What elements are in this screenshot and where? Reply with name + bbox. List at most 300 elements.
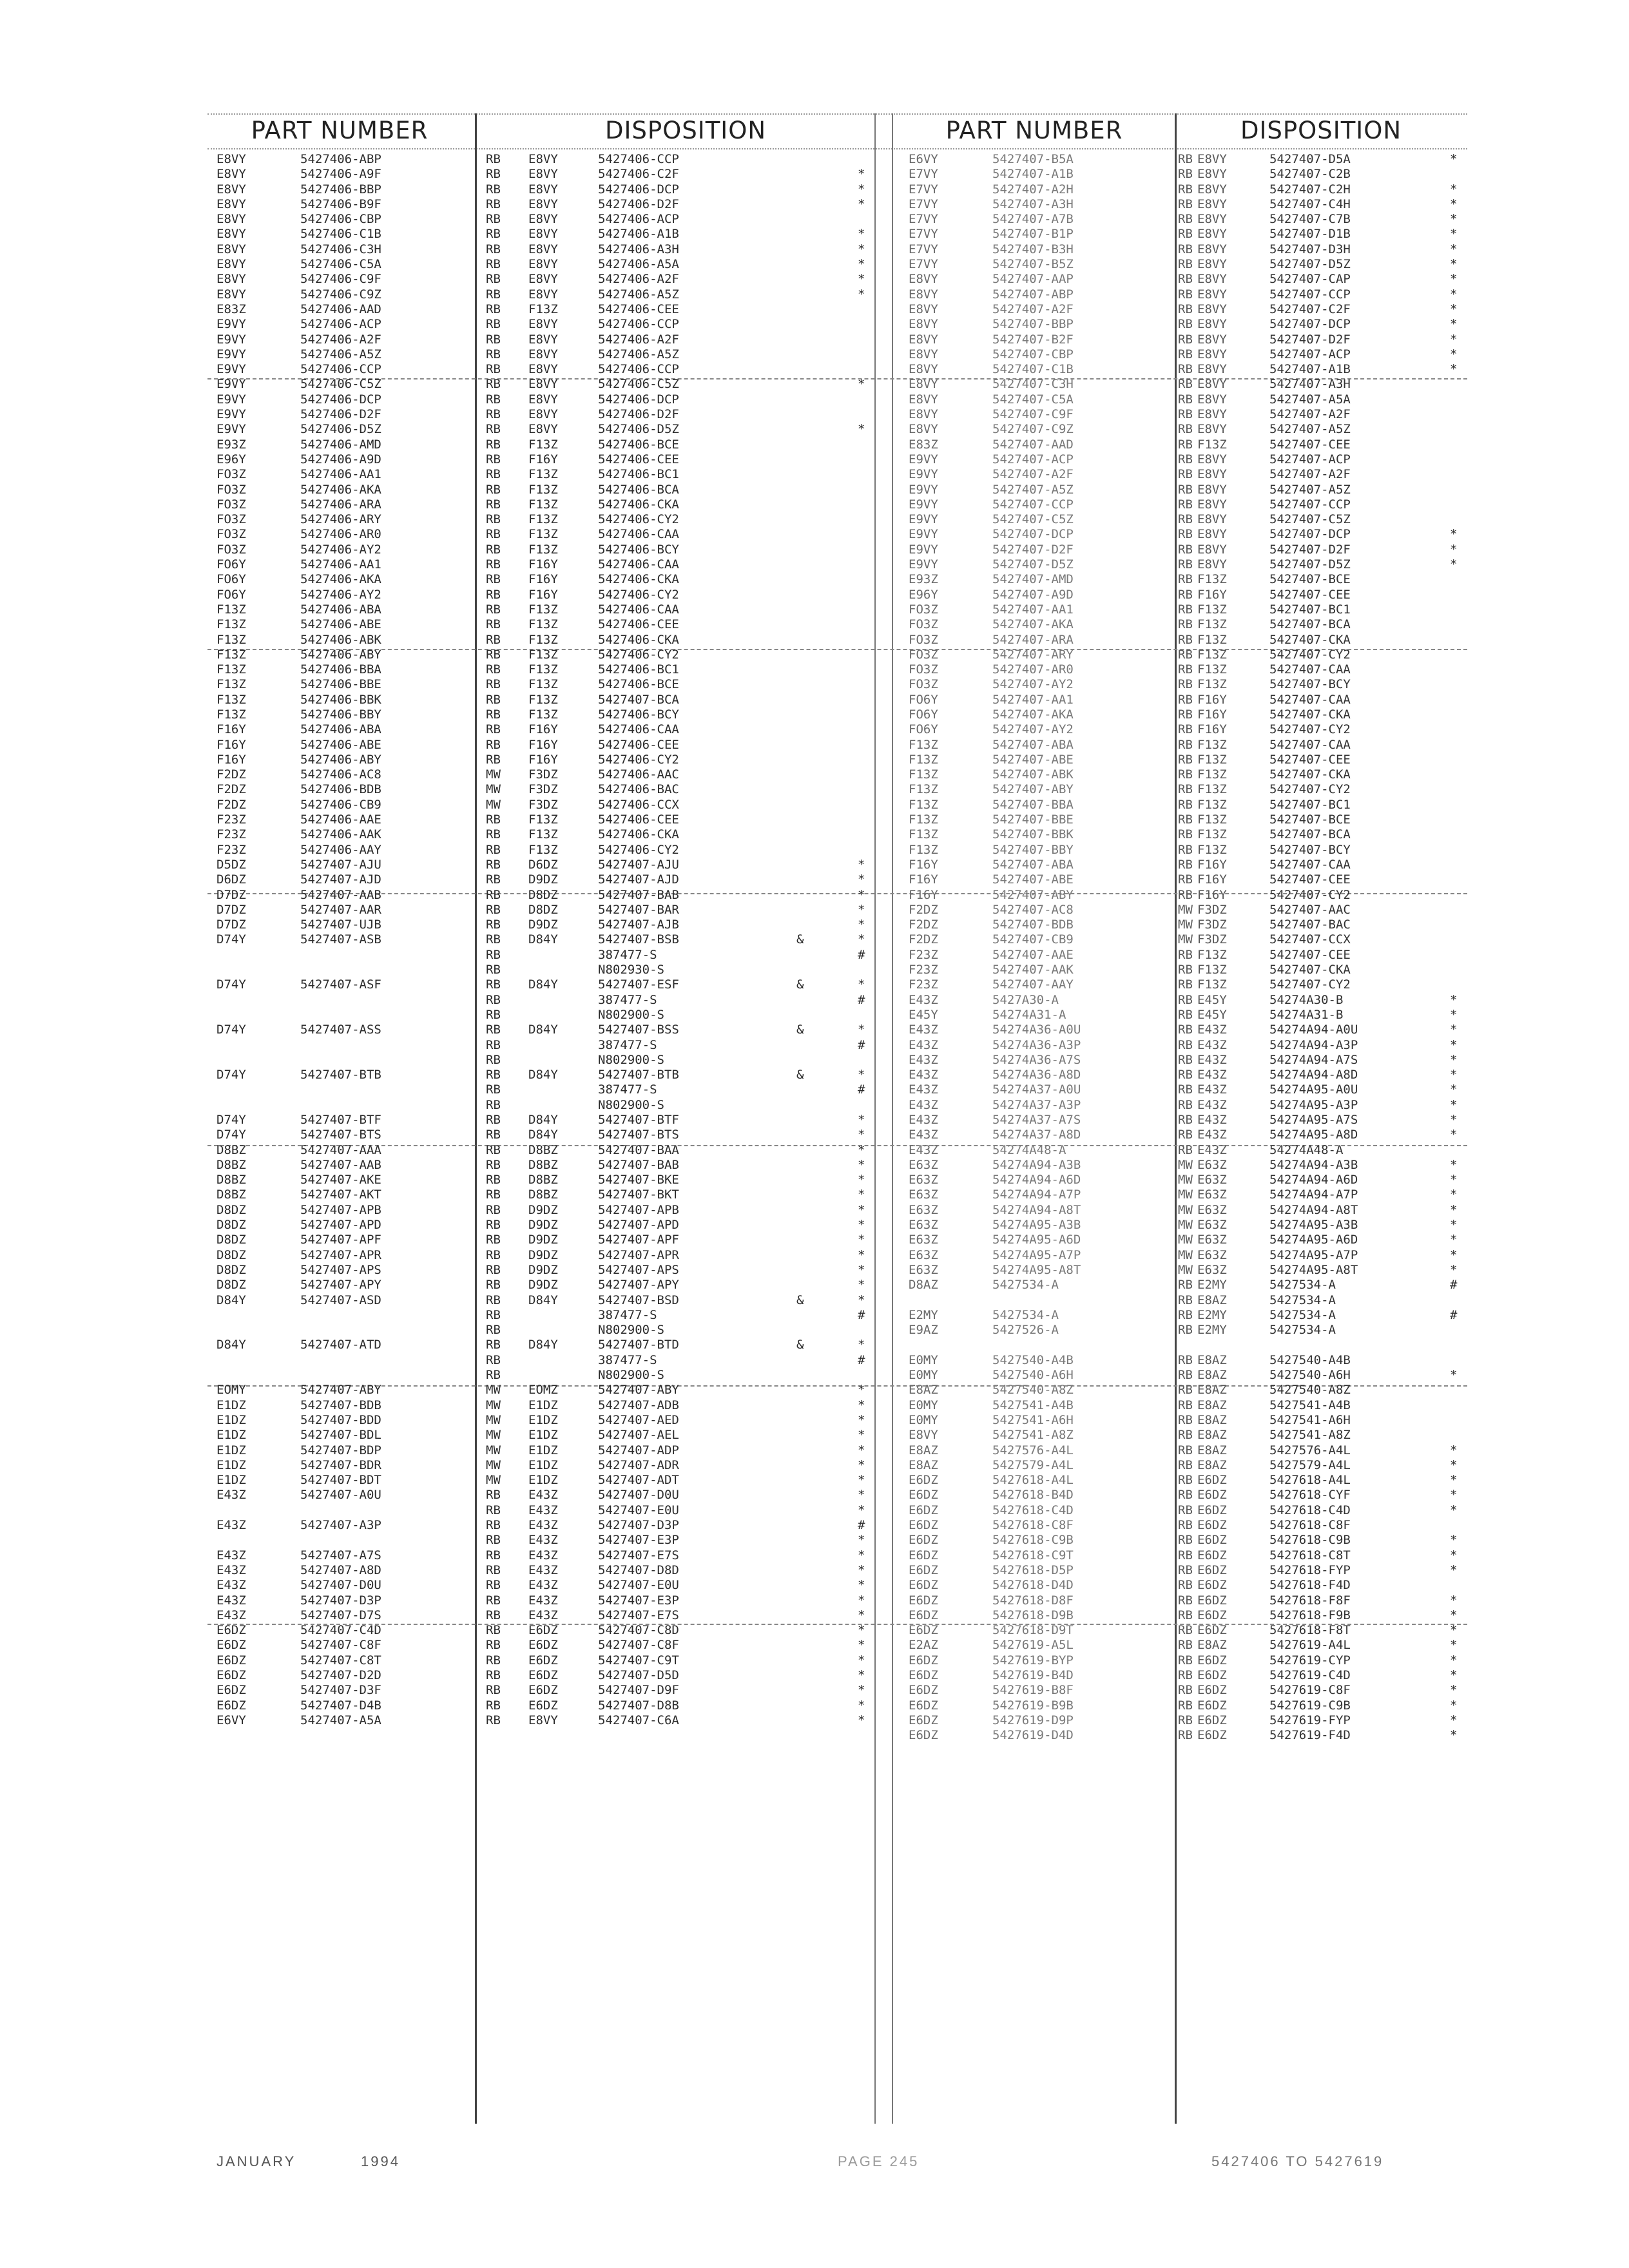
replacement-part: 5427407-ACP bbox=[1269, 452, 1351, 466]
dash-number: E93Z bbox=[217, 437, 246, 452]
table-row bbox=[217, 437, 977, 452]
replacement-part: 5427406-C5Z bbox=[598, 377, 679, 392]
part-number: 5427618-A4L bbox=[992, 1473, 1074, 1488]
part-number: 5427407-ASB bbox=[300, 932, 381, 947]
dash-number: E6DZ bbox=[217, 1638, 246, 1653]
disposition-code: MW bbox=[1178, 1157, 1193, 1172]
dash-number: E8VY bbox=[217, 257, 246, 272]
replacement-dash: E8VY bbox=[528, 182, 558, 197]
replacement-part: 5427618-F4D bbox=[1269, 1578, 1351, 1593]
status-mark: * bbox=[858, 287, 865, 302]
table-row bbox=[217, 1683, 977, 1698]
part-number: 5427406-A9F bbox=[300, 167, 381, 182]
table-row bbox=[217, 1353, 977, 1368]
table-row bbox=[909, 483, 1469, 497]
replacement-dash: E8AZ bbox=[1197, 1352, 1227, 1367]
replacement-dash: F13Z bbox=[1197, 767, 1227, 782]
disposition-code: RB bbox=[486, 1503, 501, 1517]
replacement-part: 5427407-D5Z bbox=[1269, 557, 1351, 572]
disposition-code: RB bbox=[1178, 257, 1193, 272]
replacement-part: 54274A94-A7P bbox=[1269, 1187, 1358, 1202]
table-row bbox=[217, 1008, 977, 1023]
replacement-dash: E63Z bbox=[1197, 1218, 1227, 1233]
dash-number: FO6Y bbox=[217, 557, 246, 572]
status-mark: * bbox=[858, 257, 865, 272]
table-row bbox=[217, 753, 977, 767]
part-number: 5427618-D9B bbox=[992, 1608, 1074, 1622]
status-mark: * bbox=[1450, 527, 1458, 542]
replacement-dash: E43Z bbox=[528, 1548, 558, 1562]
dash-number: D8DZ bbox=[217, 1247, 246, 1262]
table-row bbox=[217, 1578, 977, 1593]
part-number: 54274A94-A7P bbox=[992, 1187, 1081, 1202]
disposition-code: MW bbox=[486, 782, 501, 797]
part-number: 5427406-BBY bbox=[300, 707, 381, 722]
table-row bbox=[217, 602, 977, 617]
disposition-code: MW bbox=[1178, 918, 1193, 932]
part-number: 5427407-A9D bbox=[992, 587, 1074, 602]
dash-number: E9VY bbox=[217, 332, 246, 347]
dash-number: E2AZ bbox=[909, 1638, 938, 1653]
replacement-part: N802900-S bbox=[598, 1368, 664, 1383]
part-number: 5427406-ABK bbox=[300, 632, 381, 647]
dash-number: E7VY bbox=[909, 212, 938, 227]
table-row bbox=[909, 1353, 1469, 1368]
part-number: 5427407-BBY bbox=[992, 842, 1074, 857]
replacement-part: 5427407-APR bbox=[598, 1247, 679, 1262]
part-number: 5427407-BDL bbox=[300, 1428, 381, 1443]
replacement-part: 5427407-BTD bbox=[598, 1338, 679, 1352]
disposition-code: RB bbox=[1178, 827, 1193, 842]
replacement-part: 5427407-D2F bbox=[1269, 542, 1351, 557]
dash-number: E6DZ bbox=[909, 1667, 938, 1682]
dash-number: E8VY bbox=[217, 212, 246, 227]
dash-number: F2DZ bbox=[217, 767, 246, 782]
replacement-part: 5427407-C4H bbox=[1269, 197, 1351, 211]
part-number: 5427406-D2F bbox=[300, 407, 381, 422]
replacement-dash: E8VY bbox=[1197, 527, 1227, 542]
dash-number: E6DZ bbox=[909, 1623, 938, 1638]
disposition-code: RB bbox=[486, 1698, 501, 1713]
dash-number: E9VY bbox=[217, 377, 246, 392]
disposition-code: RB bbox=[1178, 617, 1193, 632]
disposition-code: RB bbox=[1178, 1683, 1193, 1698]
dash-number: E96Y bbox=[217, 452, 246, 466]
table-row bbox=[909, 347, 1469, 362]
replacement-dash: F16Y bbox=[1197, 587, 1227, 602]
table-row bbox=[909, 1593, 1469, 1608]
replacement-part: 5427407-BSD bbox=[598, 1293, 679, 1307]
kit-flag: & bbox=[796, 932, 804, 947]
disposition-code: MW bbox=[1178, 1173, 1193, 1187]
replacement-dash: E8VY bbox=[528, 212, 558, 227]
replacement-dash: E6DZ bbox=[1197, 1548, 1227, 1562]
disposition-code: RB bbox=[486, 1128, 501, 1142]
status-mark: * bbox=[1450, 1082, 1458, 1097]
table-row bbox=[217, 212, 977, 227]
disposition-code: RB bbox=[486, 182, 501, 197]
replacement-part: 5427407-C2H bbox=[1269, 182, 1351, 197]
replacement-dash: F13Z bbox=[1197, 572, 1227, 587]
replacement-dash: F13Z bbox=[1197, 752, 1227, 767]
status-mark: # bbox=[1450, 1278, 1458, 1293]
table-row bbox=[909, 872, 1469, 887]
dash-number: E8VY bbox=[909, 332, 938, 347]
replacement-dash: F16Y bbox=[1197, 707, 1227, 722]
part-number: 5427407-ASS bbox=[300, 1023, 381, 1037]
dash-number: E43Z bbox=[909, 1113, 938, 1127]
disposition-code: RB bbox=[1178, 812, 1193, 827]
replacement-part: 5427407-BCA bbox=[1269, 827, 1351, 842]
table-row bbox=[909, 1653, 1469, 1668]
replacement-part: 387477-S bbox=[598, 1352, 657, 1367]
disposition-code: RB bbox=[486, 692, 501, 707]
dash-number: E6DZ bbox=[909, 1503, 938, 1517]
disposition-code: RB bbox=[486, 212, 501, 227]
table-row bbox=[217, 963, 977, 977]
dash-number: F16Y bbox=[217, 752, 246, 767]
disposition-code: RB bbox=[486, 1653, 501, 1667]
dash-number: F13Z bbox=[217, 647, 246, 662]
part-number: 54274A95-A3B bbox=[992, 1218, 1081, 1233]
replacement-part: 5427541-A8Z bbox=[1269, 1428, 1351, 1443]
disposition-code: RB bbox=[1178, 1383, 1193, 1398]
status-mark: * bbox=[1450, 1037, 1458, 1052]
status-mark: * bbox=[1450, 1023, 1458, 1037]
part-number: 5427406-AR0 bbox=[300, 527, 381, 542]
disposition-code: MW bbox=[486, 767, 501, 782]
disposition-code: RB bbox=[486, 857, 501, 872]
table-row bbox=[909, 1023, 1469, 1037]
replacement-part: 5427407-BSB bbox=[598, 932, 679, 947]
replacement-dash: F13Z bbox=[1197, 797, 1227, 812]
disposition-code: RB bbox=[486, 1247, 501, 1262]
table-row bbox=[217, 948, 977, 963]
disposition-code: RB bbox=[486, 1052, 501, 1067]
dash-number: E2MY bbox=[909, 1307, 938, 1322]
part-number: 5427407-ARY bbox=[992, 647, 1074, 662]
replacement-dash: F13Z bbox=[1197, 647, 1227, 662]
status-mark: * bbox=[858, 977, 865, 992]
replacement-part: 5427406-BCA bbox=[598, 482, 679, 497]
replacement-dash: E43Z bbox=[528, 1533, 558, 1548]
dash-number: E8VY bbox=[217, 287, 246, 302]
part-number: 5427406-ABA bbox=[300, 602, 381, 617]
replacement-part: 5427407-AJB bbox=[598, 918, 679, 932]
replacement-part: 5427407-C8D bbox=[598, 1623, 679, 1638]
replacement-dash: E8VY bbox=[528, 377, 558, 392]
replacement-part: 5427407-BKE bbox=[598, 1173, 679, 1187]
replacement-part: 5427407-BCE bbox=[1269, 812, 1351, 827]
disposition-code: RB bbox=[1178, 782, 1193, 797]
footer-month: JANUARY bbox=[217, 2153, 296, 2169]
replacement-part: 5427534-A bbox=[1269, 1293, 1336, 1307]
replacement-dash: F13Z bbox=[1197, 812, 1227, 827]
part-number: 5427407-A7S bbox=[300, 1548, 381, 1562]
part-number: 5427406-B9F bbox=[300, 197, 381, 211]
status-mark: * bbox=[858, 197, 865, 211]
part-number: 5427407-DCP bbox=[992, 527, 1074, 542]
replacement-dash: F13Z bbox=[1197, 737, 1227, 752]
dash-number: FO3Z bbox=[909, 647, 938, 662]
dash-number: F23Z bbox=[217, 842, 246, 857]
dash-number: E9VY bbox=[909, 512, 938, 527]
replacement-part: 5427407-C2B bbox=[1269, 167, 1351, 182]
dash-number: E9VY bbox=[217, 407, 246, 422]
part-number: 5427618-D9T bbox=[992, 1623, 1074, 1638]
replacement-part: 5427407-C2F bbox=[1269, 302, 1351, 316]
status-mark: * bbox=[858, 1533, 865, 1548]
disposition-code: MW bbox=[486, 1473, 501, 1488]
disposition-code: RB bbox=[1178, 737, 1193, 752]
part-number: 5427407-BDP bbox=[300, 1443, 381, 1457]
disposition-code: RB bbox=[1178, 1713, 1193, 1727]
replacement-part: 5427407-CKA bbox=[1269, 767, 1351, 782]
part-number: 5427407-C8F bbox=[300, 1638, 381, 1653]
replacement-dash: E8VY bbox=[528, 317, 558, 332]
replacement-dash: E6DZ bbox=[1197, 1578, 1227, 1593]
status-mark: * bbox=[1450, 1683, 1458, 1698]
dash-number: E6DZ bbox=[217, 1683, 246, 1698]
part-number: 5427541-A4B bbox=[992, 1398, 1074, 1412]
disposition-code: RB bbox=[1178, 1142, 1193, 1157]
replacement-dash: F13Z bbox=[528, 437, 558, 452]
part-number: 5427407-A3H bbox=[992, 197, 1074, 211]
replacement-dash: E43Z bbox=[528, 1608, 558, 1622]
replacement-dash: E43Z bbox=[1197, 1068, 1227, 1082]
replacement-part: 5427407-E7S bbox=[598, 1608, 679, 1622]
disposition-code: RB bbox=[486, 407, 501, 422]
part-number: 5427407-AA1 bbox=[992, 692, 1074, 707]
table-row bbox=[909, 1563, 1469, 1578]
replacement-part: 5427407-CKA bbox=[1269, 963, 1351, 977]
part-number: 5427407-ABA bbox=[992, 737, 1074, 752]
status-mark: * bbox=[858, 1128, 865, 1142]
replacement-dash: E8VY bbox=[528, 242, 558, 256]
replacement-part: 5427406-CCX bbox=[598, 797, 679, 812]
part-number: 5427618-B4D bbox=[992, 1488, 1074, 1503]
status-mark: * bbox=[1450, 242, 1458, 256]
replacement-dash: E43Z bbox=[528, 1578, 558, 1593]
replacement-dash: E8VY bbox=[1197, 332, 1227, 347]
replacement-dash: E8AZ bbox=[1197, 1293, 1227, 1307]
dash-number: E9AZ bbox=[909, 1323, 938, 1338]
table-row bbox=[217, 242, 977, 257]
dash-number: E8VY bbox=[217, 152, 246, 166]
table-row bbox=[909, 633, 1469, 648]
replacement-part: 5427619-A4L bbox=[1269, 1638, 1351, 1653]
status-mark: # bbox=[858, 1518, 865, 1533]
table-row bbox=[217, 557, 977, 572]
dash-number: E9VY bbox=[217, 392, 246, 407]
kit-flag: & bbox=[796, 1293, 804, 1307]
table-row bbox=[909, 648, 1469, 662]
replacement-part: 5427407-A2F bbox=[1269, 467, 1351, 482]
disposition-code: RB bbox=[1178, 1667, 1193, 1682]
replacement-dash: E8VY bbox=[1197, 257, 1227, 272]
table-row bbox=[217, 302, 977, 317]
part-number: 5427407-C8T bbox=[300, 1653, 381, 1667]
replacement-part: 5427406-CY2 bbox=[598, 512, 679, 527]
disposition-code: MW bbox=[1178, 932, 1193, 947]
table-row bbox=[217, 662, 977, 677]
part-number: 54274A95-A7P bbox=[992, 1247, 1081, 1262]
replacement-part: 5427406-A5Z bbox=[598, 287, 679, 302]
table-row bbox=[217, 767, 977, 782]
disposition-code: RB bbox=[486, 1202, 501, 1217]
part-number: 5427406-AAK bbox=[300, 827, 381, 842]
dash-number: E8AZ bbox=[909, 1457, 938, 1472]
disposition-code: RB bbox=[486, 1578, 501, 1593]
status-mark: * bbox=[858, 872, 865, 887]
table-row bbox=[909, 1713, 1469, 1728]
part-number: 5427407-AKA bbox=[992, 617, 1074, 632]
replacement-part: 5427407-D8D bbox=[598, 1562, 679, 1577]
disposition-code: RB bbox=[1178, 1728, 1193, 1743]
replacement-part: 5427407-A5A bbox=[1269, 392, 1351, 407]
table-row bbox=[909, 1233, 1469, 1247]
dash-number: E63Z bbox=[909, 1218, 938, 1233]
dash-number: E6DZ bbox=[909, 1562, 938, 1577]
disposition-code: RB bbox=[486, 1623, 501, 1638]
status-mark: * bbox=[858, 1667, 865, 1682]
disposition-code: RB bbox=[1178, 437, 1193, 452]
part-number: 5427407-ASD bbox=[300, 1293, 381, 1307]
replacement-part: 5427406-C2F bbox=[598, 167, 679, 182]
part-number: 5427406-ABP bbox=[300, 152, 381, 166]
status-mark: * bbox=[1450, 1457, 1458, 1472]
replacement-dash: D84Y bbox=[528, 1338, 558, 1352]
part-number: 5427407-BDT bbox=[300, 1473, 381, 1488]
replacement-dash: F13Z bbox=[528, 692, 558, 707]
part-number: 54274A37-A0U bbox=[992, 1082, 1081, 1097]
disposition-code: RB bbox=[1178, 227, 1193, 242]
replacement-dash: E8VY bbox=[1197, 542, 1227, 557]
replacement-part: 5427407-ADP bbox=[598, 1443, 679, 1457]
disposition-code: RB bbox=[486, 452, 501, 466]
replacement-dash: E8VY bbox=[1197, 497, 1227, 512]
disposition-code: RB bbox=[1178, 1638, 1193, 1653]
part-number: 54274A48-A bbox=[992, 1142, 1066, 1157]
status-mark: * bbox=[858, 1398, 865, 1412]
status-mark: * bbox=[1450, 1593, 1458, 1608]
replacement-part: 5427407-CAA bbox=[1269, 692, 1351, 707]
dash-number: F23Z bbox=[909, 977, 938, 992]
dash-number: F13Z bbox=[217, 602, 246, 617]
part-number: 5427407-AAB bbox=[300, 887, 381, 902]
part-number: 5427407-ACP bbox=[992, 452, 1074, 466]
dash-number: E1DZ bbox=[217, 1473, 246, 1488]
table-row bbox=[217, 452, 977, 467]
part-number: 5427407-D5Z bbox=[992, 557, 1074, 572]
replacement-dash: D84Y bbox=[528, 1023, 558, 1037]
replacement-part: 5427406-CCP bbox=[598, 152, 679, 166]
part-number: 5427407-AKE bbox=[300, 1173, 381, 1187]
part-number: 5427406-BBK bbox=[300, 692, 381, 707]
status-mark: * bbox=[1450, 1218, 1458, 1233]
replacement-part: 5427618-CYF bbox=[1269, 1488, 1351, 1503]
table-row bbox=[217, 227, 977, 242]
disposition-code: RB bbox=[486, 1518, 501, 1533]
part-number: 5427407-AAP bbox=[992, 272, 1074, 287]
replacement-dash: E6DZ bbox=[1197, 1683, 1227, 1698]
disposition-code: RB bbox=[1178, 677, 1193, 692]
status-mark: * bbox=[1450, 1713, 1458, 1727]
replacement-dash: F3DZ bbox=[1197, 902, 1227, 917]
disposition-code: RB bbox=[1178, 1007, 1193, 1022]
part-number: 5427541-A6H bbox=[992, 1412, 1074, 1427]
disposition-code: RB bbox=[486, 1173, 501, 1187]
part-number: 5427407-AAB bbox=[300, 1157, 381, 1172]
replacement-dash: E8VY bbox=[528, 152, 558, 166]
replacement-dash: E6DZ bbox=[1197, 1488, 1227, 1503]
table-row bbox=[217, 1548, 977, 1563]
dash-number: E9VY bbox=[909, 452, 938, 466]
table-row bbox=[909, 332, 1469, 347]
part-number: 5427407-CB9 bbox=[992, 932, 1074, 947]
disposition-code: RB bbox=[486, 362, 501, 377]
status-mark: * bbox=[858, 1698, 865, 1713]
replacement-part: 5427406-D2F bbox=[598, 197, 679, 211]
table-row bbox=[909, 1053, 1469, 1068]
disposition-code: RB bbox=[486, 1608, 501, 1622]
replacement-dash: D9DZ bbox=[528, 1218, 558, 1233]
dash-number: F23Z bbox=[909, 963, 938, 977]
replacement-part: 5427407-D3P bbox=[598, 1518, 679, 1533]
disposition-code: RB bbox=[1178, 1293, 1193, 1307]
status-mark: * bbox=[858, 1562, 865, 1577]
dash-number: F13Z bbox=[909, 842, 938, 857]
status-mark: * bbox=[858, 887, 865, 902]
part-number: 5427618-C8F bbox=[992, 1518, 1074, 1533]
disposition-code: RB bbox=[1178, 1457, 1193, 1472]
part-number: 5427407-D7S bbox=[300, 1608, 381, 1622]
part-number: 54274A94-A3B bbox=[992, 1157, 1081, 1172]
table-row bbox=[909, 197, 1469, 212]
replacement-dash: E8VY bbox=[1197, 272, 1227, 287]
part-number: 5427407-BDB bbox=[300, 1398, 381, 1412]
dash-number: E9VY bbox=[217, 362, 246, 377]
replacement-part: 5427407-BAB bbox=[598, 1157, 679, 1172]
part-number: 5427619-BYP bbox=[992, 1653, 1074, 1667]
replacement-dash: F13Z bbox=[1197, 947, 1227, 962]
table-row bbox=[909, 543, 1469, 557]
part-number: 54274A37-A3P bbox=[992, 1097, 1081, 1112]
dash-number: E9VY bbox=[217, 347, 246, 361]
table-row bbox=[217, 738, 977, 753]
dash-number: E43Z bbox=[909, 1023, 938, 1037]
replacement-dash: E2MY bbox=[1197, 1278, 1227, 1293]
part-number: 5427618-D8F bbox=[992, 1593, 1074, 1608]
replacement-dash: F16Y bbox=[1197, 887, 1227, 902]
replacement-part: 54274A94-A8T bbox=[1269, 1202, 1358, 1217]
replacement-dash: F13Z bbox=[1197, 963, 1227, 977]
dash-number: E9VY bbox=[909, 467, 938, 482]
table-row bbox=[217, 347, 977, 362]
part-number: 5427406-C9F bbox=[300, 272, 381, 287]
replacement-part: 5427407-C8F bbox=[598, 1638, 679, 1653]
part-number: 5427407-B5A bbox=[992, 152, 1074, 166]
header-disposition-right: DISPOSITION bbox=[1240, 117, 1402, 144]
part-number: 5427407-BTS bbox=[300, 1128, 381, 1142]
table-row bbox=[217, 812, 977, 827]
disposition-code: RB bbox=[486, 572, 501, 587]
status-mark: # bbox=[858, 1037, 865, 1052]
dash-number: D74Y bbox=[217, 1068, 246, 1082]
disposition-code: RB bbox=[486, 1097, 501, 1112]
part-number: 5427407-A7B bbox=[992, 212, 1074, 227]
status-mark: * bbox=[1450, 1202, 1458, 1217]
